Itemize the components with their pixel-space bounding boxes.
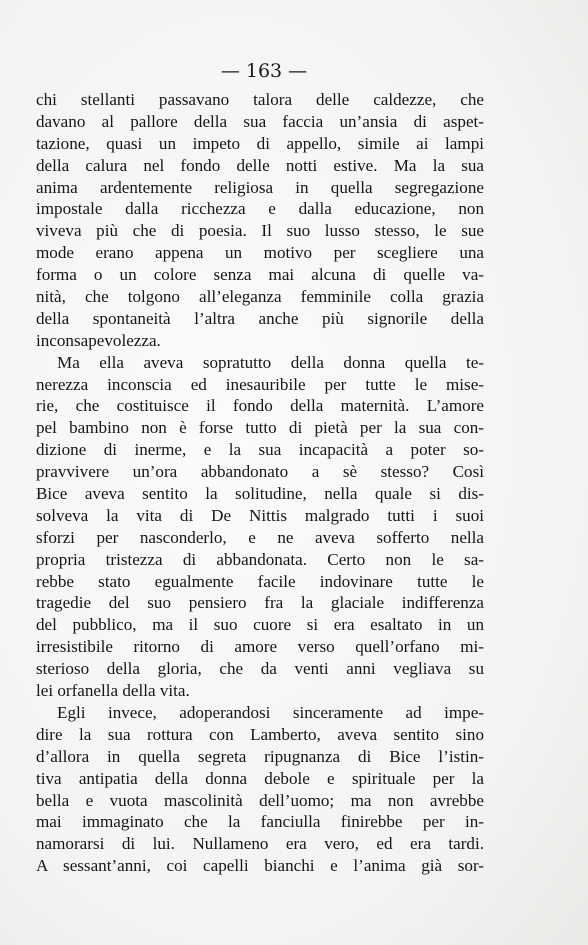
text-line: rie, che costituisce il fondo della maternità. L’amore	[36, 396, 484, 416]
text-line: tazione, quasi un impeto di appello, simile ai lampi	[36, 133, 484, 153]
text-line: tragedie del suo pensiero fra la glaciale indifferenza	[36, 593, 484, 613]
text-line: chi stellanti passavano talora delle caldezze, che	[36, 90, 484, 109]
text-line: Bice aveva sentito la solitudine, nella quale si dis-	[36, 484, 484, 504]
text-line: dire la sua rottura con Lamberto, aveva sentito sino	[36, 724, 484, 744]
text-line: propria tristezza di abbandonata. Certo non le sa-	[36, 549, 484, 569]
text-line: sterioso della gloria, che da venti anni vegliava su	[36, 659, 484, 679]
text-line: dizione di inerme, e la sua incapacità a poter so-	[36, 440, 484, 460]
text-line: impostale dalla ricchezza e dalla educazione, non	[36, 199, 484, 219]
text-line: lei orfanella della vita.	[36, 681, 190, 701]
text-line: pravvivere un’ora abbandonato a sè stesso? Così	[36, 462, 484, 482]
text-line: mode erano appena un motivo per scegliere una	[36, 243, 484, 263]
text-line: della calura nel fondo delle notti estive. Ma la sua	[36, 155, 484, 175]
text-line: irresistibile ritorno di amore verso quell’orfano mi-	[36, 637, 484, 657]
text-line: viveva più che di poesia. Il suo lusso stesso, le sue	[36, 221, 484, 241]
text-line: inconsapevolezza.	[36, 330, 161, 350]
text-line: davano al pallore della sua faccia un’ansia di aspet-	[36, 111, 484, 131]
text-line: A sessant’anni, coi capelli bianchi e l’anima già sor-	[36, 856, 484, 876]
body-text	[36, 89, 484, 877]
page-number: — 163 —	[220, 60, 308, 82]
text-line: nità, che tolgono all’eleganza femminile colla grazia	[36, 287, 484, 307]
text-line: mai immaginato che la fanciulla finirebbe per in-	[36, 812, 484, 832]
text-line: anima ardentemente religiosa in quella segregazione	[36, 177, 484, 197]
text-line: d’allora in quella segreta ripugnanza di Bice l’istin-	[36, 746, 484, 766]
text-line: solveva la vita di De Nittis malgrado tutti i suoi	[36, 505, 484, 525]
text-line: nerezza inconscia ed inesauribile per tutte le mise-	[36, 374, 484, 394]
text-line: pel bambino non è forse tutto di pietà per la sua con-	[36, 418, 484, 438]
text-line: tiva antipatia della donna debole e spirituale per la	[36, 768, 484, 788]
text-line: sforzi per nasconderlo, e ne aveva sofferto nella	[36, 527, 484, 547]
text-line: forma o un colore senza mai alcuna di quelle va-	[36, 265, 484, 285]
text-line: rebbe stato egualmente facile indovinare tutte le	[36, 571, 484, 591]
text-line: del pubblico, ma il suo cuore si era esaltato in un	[36, 615, 484, 635]
text-line: namorarsi di lui. Nullameno era vero, ed era tardi.	[36, 834, 484, 854]
text-line: Egli invece, adoperandosi sinceramente ad impe-	[57, 702, 484, 722]
text-line: della spontaneità l’altra anche più signorile della	[36, 308, 484, 328]
text-line: Ma ella aveva sopratutto della donna quella te-	[57, 352, 484, 372]
text-line: bella e vuota mascolinità dell’uomo; ma non avrebbe	[36, 790, 484, 810]
